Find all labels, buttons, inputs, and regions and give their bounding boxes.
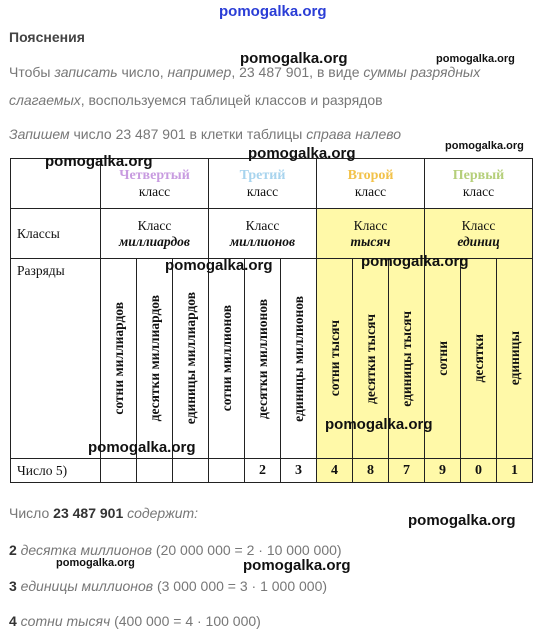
classes-row (11, 209, 533, 259)
digit-header-cell (137, 259, 173, 459)
class-4-ordinal: Четвертый (119, 167, 190, 183)
class-prefix: Класс (137, 217, 172, 233)
watermark-top: pomogalka.org (219, 3, 327, 20)
watermark: pomogalka.org (325, 416, 433, 433)
digit-header: единицы (506, 331, 522, 386)
item-line-1: 2 десятка миллионов (20 000 000 = 2 · 10 000 000) (9, 542, 342, 558)
number-digit: 7 (389, 459, 425, 483)
class-3-name-cell (209, 209, 317, 259)
class-4-name: миллиардов (119, 233, 190, 249)
digit-header-cell (281, 259, 317, 459)
class-1-ordinal: Первый (452, 167, 505, 183)
number-label: Число 5) (11, 459, 101, 483)
item-line-2: 3 единицы миллионов (3 000 000 = 3 · 1 000 000) (9, 578, 328, 594)
watermark: pomogalka.org (436, 53, 515, 65)
digit-header: десятки (470, 334, 486, 383)
classes-label: Классы (11, 209, 101, 259)
digit-header-cell (245, 259, 281, 459)
number-digit: 3 (281, 459, 317, 483)
class-word: класс (354, 183, 387, 199)
section-heading: Пояснения (9, 29, 85, 45)
digit-header: единицы тысяч (398, 310, 414, 407)
digit-header: единицы миллиардов (182, 292, 198, 425)
watermark: pomogalka.org (361, 253, 469, 270)
digit-header: десятки миллионов (254, 298, 270, 419)
class-word: класс (138, 183, 171, 199)
watermark: pomogalka.org (45, 153, 153, 170)
watermark: pomogalka.org (240, 50, 348, 67)
number-digit (137, 459, 173, 483)
digit-header-cell (173, 259, 209, 459)
number-digit: 9 (425, 459, 461, 483)
class-3-ordinal: Третий (239, 167, 286, 183)
item-line-3: 4 сотни тысяч (400 000 = 4 · 100 000) (9, 613, 261, 629)
number-row (11, 459, 533, 483)
class-prefix: Класс (461, 217, 496, 233)
digit-header: сотни миллионов (218, 305, 234, 412)
class-2-name: тысяч (350, 233, 391, 249)
watermark: pomogalka.org (408, 512, 516, 529)
watermark: pomogalka.org (56, 557, 135, 569)
class-prefix: Класс (353, 217, 388, 233)
digit-header-cell (101, 259, 137, 459)
class-word: класс (462, 183, 495, 199)
class-digit-table (10, 158, 533, 483)
number-digit: 0 (461, 459, 497, 483)
digits-row (11, 259, 533, 459)
digit-header: сотни (434, 341, 450, 376)
class-3-ordinal-cell (209, 159, 317, 209)
class-2-name-cell (317, 209, 425, 259)
class-2-ordinal-cell (317, 159, 425, 209)
number-digit: 4 (317, 459, 353, 483)
class-2-ordinal: Второй (347, 167, 394, 183)
digit-header-cell (209, 259, 245, 459)
digit-header-cell (497, 259, 533, 459)
digit-header: сотни миллиардов (110, 302, 126, 415)
digits-label: Разряды (11, 259, 101, 459)
number-digit: 2 (245, 459, 281, 483)
watermark: pomogalka.org (88, 439, 196, 456)
class-word: класс (246, 183, 279, 199)
digit-header: десятки миллиардов (146, 295, 162, 422)
watermark: pomogalka.org (445, 140, 524, 152)
class-3-name: миллионов (229, 233, 296, 249)
summary-line: Число 23 487 901 содержит: (9, 505, 199, 521)
watermark: pomogalka.org (165, 257, 273, 274)
class-1-ordinal-cell (425, 159, 533, 209)
class-4-name-cell (101, 209, 209, 259)
intro-line-2: слагаемых, воспользуемся таблицей классов и разрядов (9, 92, 383, 108)
watermark: pomogalka.org (243, 557, 351, 574)
number-digit (209, 459, 245, 483)
number-digit (173, 459, 209, 483)
number-digit: 1 (497, 459, 533, 483)
digit-header-cell (461, 259, 497, 459)
number-digit: 8 (353, 459, 389, 483)
watermark: pomogalka.org (248, 145, 356, 162)
digit-header: единицы миллионов (290, 295, 306, 422)
digit-header: сотни тысяч (326, 320, 342, 397)
digit-header: десятки тысяч (362, 313, 378, 404)
number-digit (101, 459, 137, 483)
class-1-name: единиц (457, 233, 500, 249)
intro-line-1: Чтобы записать число, например, 23 487 901, в виде суммы разрядных (9, 64, 481, 80)
class-prefix: Класс (245, 217, 280, 233)
instruction-line: Запишем число 23 487 901 в клетки таблицы справа налево (9, 126, 402, 142)
class-1-name-cell (425, 209, 533, 259)
